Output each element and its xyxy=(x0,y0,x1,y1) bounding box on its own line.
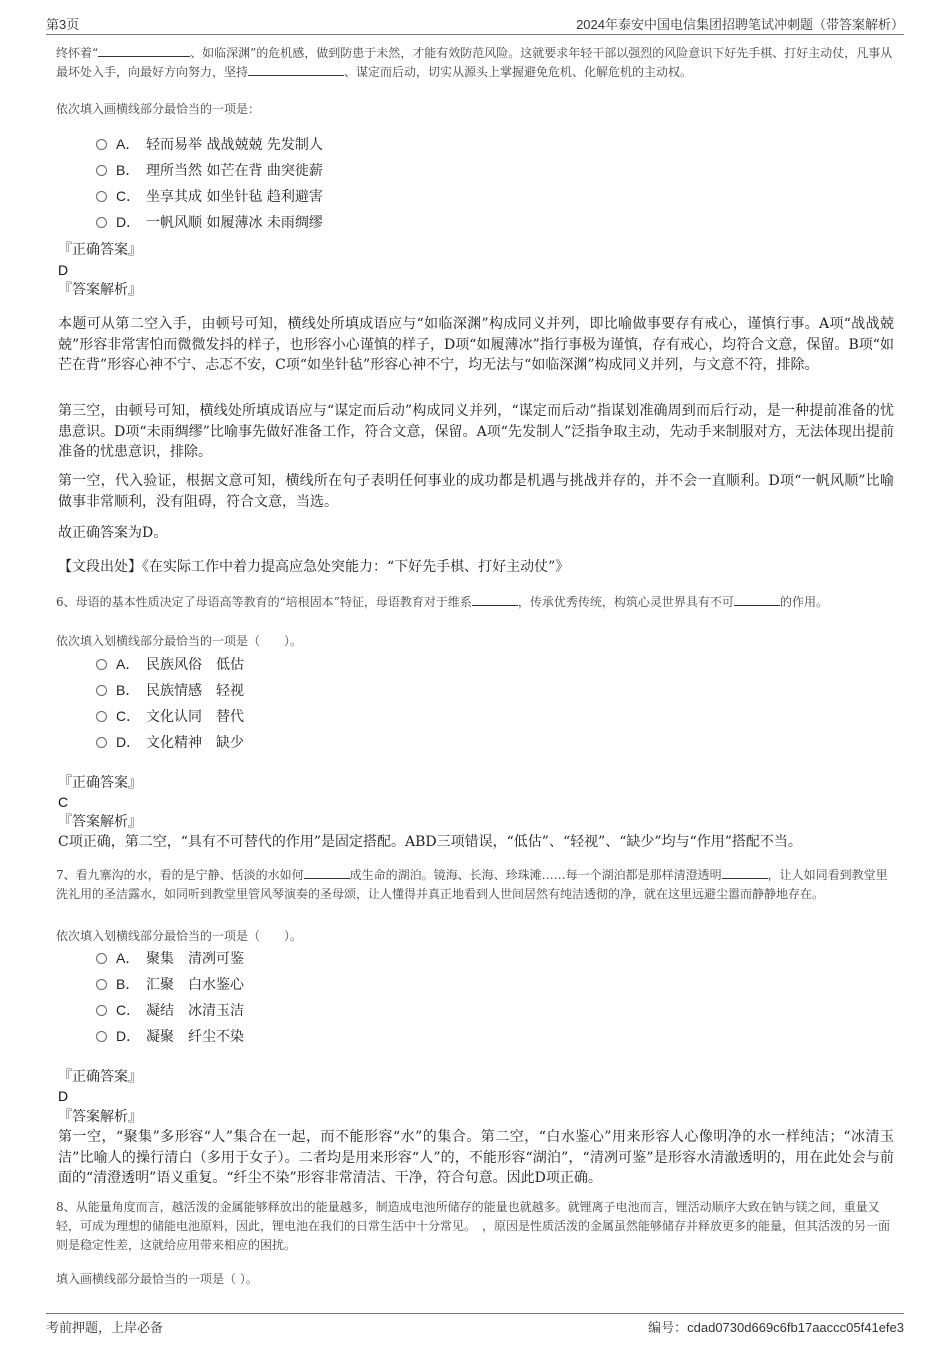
q5-source: 【文段出处】《在实际工作中着力提高应急处突能力：“下好先手棋、打好主动仗”》 xyxy=(58,559,570,575)
q5-option-b[interactable]: B． 理所当然 如芒在背 曲突徙薪 xyxy=(96,160,323,180)
q6-prompt: 依次填入划横线部分最恰当的一项是（ ）。 xyxy=(56,634,303,648)
radio-icon[interactable] xyxy=(96,685,107,696)
q5-option-a[interactable]: A． 轻而易举 战战兢兢 先发制人 xyxy=(96,134,323,154)
radio-icon[interactable] xyxy=(96,139,107,150)
q5-prompt: 依次填入画横线部分最恰当的一项是： xyxy=(56,102,261,116)
q7-analysis: 第一空，“聚集”多形容“人”集合在一起，而不能形容“水”的集合。第二空，“白水鉴心”用来形容人心像明净的水一样纯洁；“冰清玉洁”比喻人的操行清白（多用于女子）。二者均是用来形容“人”的，不能形容“湖泊”，“清冽可鉴”是形容水清澈透明的，用在此处会与前面的“清澄透明”语义重复。“纤尘不染”形容非常清洁、干净，符合句意。因此D项正确。 xyxy=(58,1129,894,1186)
radio-icon[interactable] xyxy=(96,191,107,202)
q6-option-a[interactable]: A． 民族风俗 低估 xyxy=(96,654,244,674)
q6-option-b[interactable]: B． 民族情感 轻视 xyxy=(96,680,244,700)
q5-analysis-p3: 第一空，代入验证，根据文意可知，横线所在句子表明任何事业的成功都是机遇与挑战并存的，并不会一直顺利。D项“一帆风顺”比喻做事非常顺利，没有阻碍，符合文意，当选。 xyxy=(58,473,894,510)
page-number: 第3页 xyxy=(46,17,80,32)
q5-analysis-p1: 本题可从第二空入手，由顿号可知，横线处所填成语应与“如临深渊”构成同义并列，即比喻做事要存有戒心，谨慎行事。A项“战战兢兢”形容非常害怕而微微发抖的样子，也形容小心谨慎的样子，D项“如履薄冰”指行事极为谨慎，存有戒心，均符合文意，保留。B项“如芒在背”形容心神不宁、忐忑不安，C项“如坐针毡”形容心神不宁，均无法与“如临深渊”构成同义并列，与文意不符，排除。 xyxy=(58,316,894,373)
q5-answer-label: 『正确答案』 xyxy=(58,242,142,258)
radio-icon[interactable] xyxy=(96,217,107,228)
q6-option-d[interactable]: D． 文化精神 缺少 xyxy=(96,732,244,752)
q5-stem: 终怀着“ 、如临深渊”的危机感，做到防患于未然，才能有效防范风险。这就要求年轻干部以强烈的风险意识下好先手棋、打好主动仗，凡事从最坏处入手，向最好方向努力，坚持 、谋定而后动，切实从源头上掌握避免危机、化解危机的主动权。 xyxy=(56,46,893,79)
q6-stem: 6、母语的基本性质决定了母语高等教育的“培根固本”特征，母语教育对于维系 ，传承优秀传统，构筑心灵世界具有不可 的作用。 xyxy=(56,595,828,609)
page-header xyxy=(46,12,904,35)
radio-icon[interactable] xyxy=(96,1031,107,1042)
q7-option-a[interactable]: A． 聚集 清冽可鉴 xyxy=(96,948,244,968)
q8-prompt: 填入画横线部分最恰当的一项是（ ）。 xyxy=(56,1272,258,1286)
q7-option-d[interactable]: D． 凝聚 纤尘不染 xyxy=(96,1026,244,1046)
radio-icon[interactable] xyxy=(96,737,107,748)
radio-icon[interactable] xyxy=(96,953,107,964)
q5-answer: D xyxy=(58,262,69,278)
blank xyxy=(472,594,518,606)
radio-icon[interactable] xyxy=(96,659,107,670)
q7-answer: D xyxy=(58,1088,69,1104)
blank xyxy=(734,594,780,606)
q6-answer: C xyxy=(58,794,69,810)
q7-option-b[interactable]: B． 汇聚 白水鉴心 xyxy=(96,974,244,994)
q5-analysis-label: 『答案解析』 xyxy=(58,282,142,298)
q5-option-d[interactable]: D． 一帆风顺 如履薄冰 未雨绸缪 xyxy=(96,212,323,232)
q5-option-c[interactable]: C． 坐享其成 如坐针毡 趋利避害 xyxy=(96,186,323,206)
q7-analysis-label: 『答案解析』 xyxy=(58,1109,142,1125)
q6-analysis-label: 『答案解析』 xyxy=(58,814,142,830)
q6-answer-label: 『正确答案』 xyxy=(58,775,142,791)
blank xyxy=(98,45,190,57)
q7-option-c[interactable]: C． 凝结 冰清玉洁 xyxy=(96,1000,244,1020)
q5-analysis-p2: 第三空，由顿号可知，横线处所填成语应与“谋定而后动”构成同义并列，“谋定而后动”指谋划准确周到而后行动，是一种提前准备的忧患意识。D项“未雨绸缪”比喻事先做好准备工作，符合文意，保留。A项“先发制人”泛指争取主动，先动手来制服对方，无法体现出提前准备的忧患意识，排除。 xyxy=(58,403,894,460)
q8-stem: 8、从能量角度而言，越活泼的金属能够释放出的能量越多，制造成电池所储存的能量也就越多。就锂离子电池而言，锂活动顺序大致在钠与镁之间，重量又轻，可成为理想的储能电池原料，因此，锂电池在我们的日常生活中十分常见。 ，原因是性质活泼的金属虽然能够储存并释放更多的能量，但其活泼的另一面则是稳定性差，这就给应用带来相应的困扰。 xyxy=(56,1200,891,1252)
blank xyxy=(248,64,344,76)
blank xyxy=(722,867,768,879)
q6-option-c[interactable]: C． 文化认同 替代 xyxy=(96,706,244,726)
footer-slogan: 考前押题，上岸必备 xyxy=(46,1320,164,1335)
q7-answer-label: 『正确答案』 xyxy=(58,1069,142,1085)
radio-icon[interactable] xyxy=(96,165,107,176)
radio-icon[interactable] xyxy=(96,711,107,722)
radio-icon[interactable] xyxy=(96,1005,107,1016)
q6-analysis: C项正确，第二空，“具有不可替代的作用”是固定搭配。ABD三项错误，“低估”、“轻视”、“缺少”均与“作用”搭配不当。 xyxy=(58,834,802,850)
q7-stem: 7、看九寨沟的水，看的是宁静、恬淡的水如何 成生命的湖泊。镜海、长海、珍珠滩……每一个湖泊都是那样清澄透明 ，让人如同看到教堂里洗礼用的圣洁露水，如同听到教堂里管风琴演奏的圣母颂，让人懂得并真正地看到人世间居然有纯洁透彻的净，就在这里远避尘嚣而静静地存在。 xyxy=(56,868,888,901)
page-footer xyxy=(46,1313,904,1336)
document-title: 2024年泰安中国电信集团招聘笔试冲刺题（带答案解析） xyxy=(576,17,904,32)
radio-icon[interactable] xyxy=(96,979,107,990)
blank xyxy=(304,867,350,879)
q5-analysis-conclusion: 故正确答案为D。 xyxy=(58,525,168,541)
document-code: 编号：cdad0730d669c6fb17aaccc05f41efe3 xyxy=(648,1320,904,1335)
q7-prompt: 依次填入划横线部分最恰当的一项是（ ）。 xyxy=(56,929,303,943)
